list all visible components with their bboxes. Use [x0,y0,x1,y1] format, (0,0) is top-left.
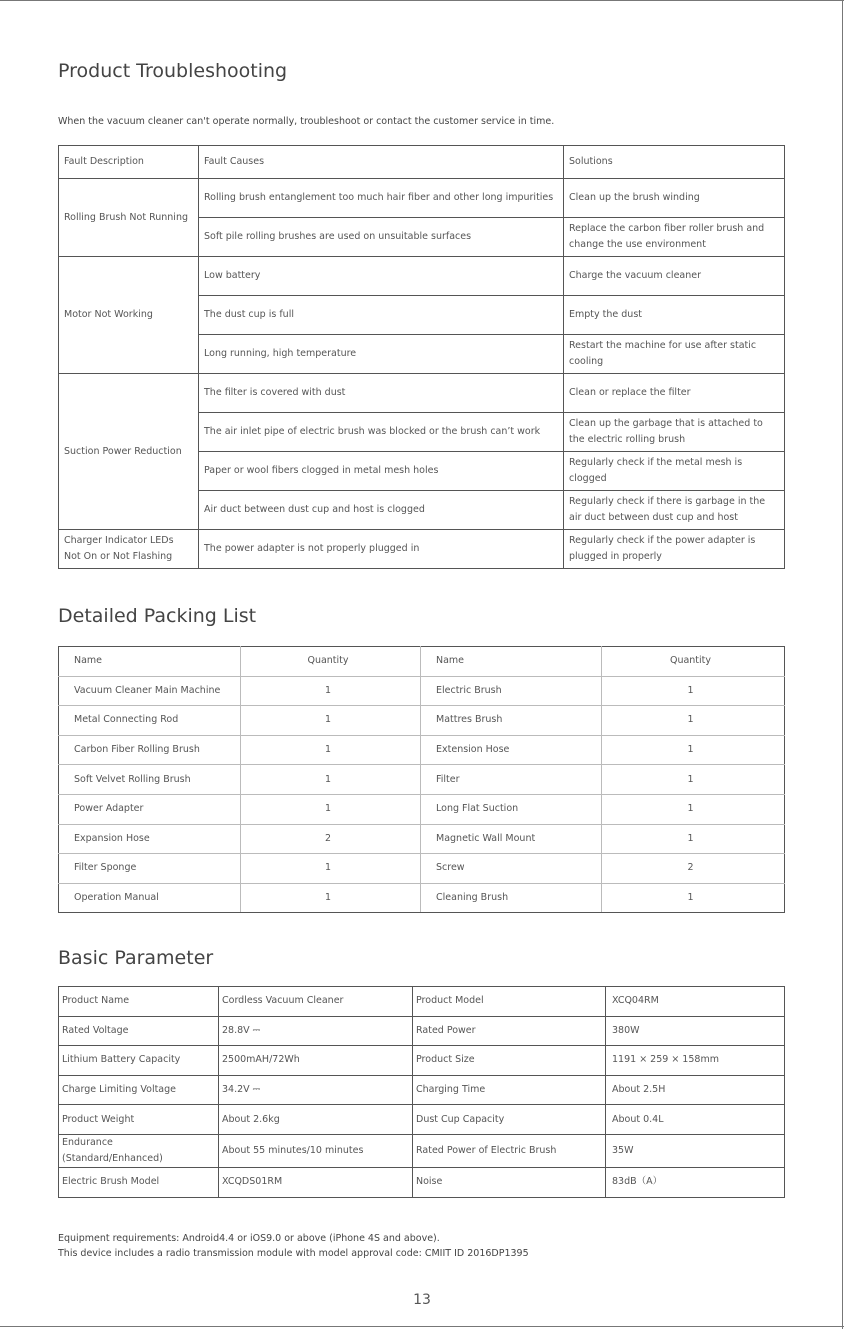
item-name: Mattres Brush [421,706,602,736]
fault-cause: Soft pile rolling brushes are used on unsuitable surfaces [199,218,564,257]
item-quantity: 1 [602,735,785,765]
parameter-value: Cordless Vacuum Cleaner [219,987,413,1017]
solution: Clean or replace the filter [564,374,785,413]
table-row [59,1105,785,1135]
parameter-value: 83dB（A） [606,1167,785,1197]
item-quantity: 1 [241,854,421,884]
table-row [59,794,785,824]
parameter-value: About 55 minutes/10 minutes [219,1134,413,1167]
item-name: Filter Sponge [59,854,241,884]
table-header-row [59,146,785,179]
parameter-value: About 2.5H [606,1075,785,1105]
parameter-name: Rated Power of Electric Brush [413,1134,606,1167]
fault-cause: The dust cup is full [199,296,564,335]
fault-cause: The power adapter is not properly plugged in [199,530,564,569]
item-quantity: 1 [602,824,785,854]
table-row [59,1134,785,1167]
solution: Empty the dust [564,296,785,335]
fault-description: Suction Power Reduction [59,374,199,530]
parameter-name: Product Name [59,987,219,1017]
table-row [59,854,785,884]
item-quantity: 1 [602,883,785,913]
item-name: Soft Velvet Rolling Brush [59,765,241,795]
item-name: Expansion Hose [59,824,241,854]
table-row [59,676,785,706]
item-name: Operation Manual [59,883,241,913]
item-quantity: 1 [602,794,785,824]
column-header: Fault Description [59,146,199,179]
item-name: Cleaning Brush [421,883,602,913]
table-row [59,374,785,413]
solution: Replace the carbon fiber roller brush and change the use environment [564,218,785,257]
table-row [59,735,785,765]
column-header: Quantity [241,647,421,677]
solution: Regularly check if the power adapter is plugged in properly [564,530,785,569]
parameter-name: Rated Voltage [59,1016,219,1046]
item-name: Magnetic Wall Mount [421,824,602,854]
item-name: Power Adapter [59,794,241,824]
fault-cause: Rolling brush entanglement too much hair fiber and other long impurities [199,179,564,218]
column-header: Name [421,647,602,677]
parameter-name: Product Model [413,987,606,1017]
table-header-row [59,647,785,677]
basic-parameter-table [58,986,785,1198]
parameter-name: Rated Power [413,1016,606,1046]
parameter-name: Noise [413,1167,606,1197]
parameter-value: 34.2V ⎓ [219,1075,413,1105]
item-name: Electric Brush [421,676,602,706]
troubleshooting-title: Product Troubleshooting [58,60,288,82]
item-name: Filter [421,765,602,795]
troubleshooting-table [58,145,785,569]
parameter-name: Product Size [413,1046,606,1076]
solution: Charge the vacuum cleaner [564,257,785,296]
table-row [59,883,785,913]
parameter-value: 28.8V ⎓ [219,1016,413,1046]
item-quantity: 1 [241,706,421,736]
solution: Restart the machine for use after static cooling [564,335,785,374]
solution: Regularly check if the metal mesh is clogged [564,452,785,491]
parameter-value: About 2.6kg [219,1105,413,1135]
column-header: Quantity [602,647,785,677]
parameter-name: Lithium Battery Capacity [59,1046,219,1076]
parameter-value: XCQDS01RM [219,1167,413,1197]
item-quantity: 1 [602,706,785,736]
parameter-name: Charge Limiting Voltage [59,1075,219,1105]
page-number: 13 [413,1292,431,1308]
equipment-requirements: Equipment requirements: Android4.4 or iOS9.0 or above (iPhone 4S and above). [58,1233,440,1244]
table-row [59,257,785,296]
table-row [59,824,785,854]
item-quantity: 2 [241,824,421,854]
column-header: Solutions [564,146,785,179]
parameter-name: Endurance (Standard/Enhanced) [59,1134,219,1167]
item-quantity: 1 [602,676,785,706]
item-quantity: 1 [241,765,421,795]
table-row [59,765,785,795]
page-border [0,1326,844,1327]
table-row [59,530,785,569]
item-quantity: 1 [241,676,421,706]
column-header: Fault Causes [199,146,564,179]
parameter-name: Dust Cup Capacity [413,1105,606,1135]
parameter-value: 2500mAH/72Wh [219,1046,413,1076]
page-border [0,0,844,1]
basic-parameter-title: Basic Parameter [58,947,214,969]
fault-description: Motor Not Working [59,257,199,374]
item-name: Metal Connecting Rod [59,706,241,736]
solution: Clean up the brush winding [564,179,785,218]
table-row [59,179,785,218]
column-header: Name [59,647,241,677]
parameter-value: 35W [606,1134,785,1167]
fault-cause: Long running, high temperature [199,335,564,374]
item-quantity: 1 [241,735,421,765]
parameter-name: Electric Brush Model [59,1167,219,1197]
item-name: Extension Hose [421,735,602,765]
solution: Regularly check if there is garbage in the air duct between dust cup and host [564,491,785,530]
item-quantity: 1 [241,794,421,824]
table-row [59,1016,785,1046]
item-quantity: 2 [602,854,785,884]
table-row [59,1167,785,1197]
item-name: Vacuum Cleaner Main Machine [59,676,241,706]
item-name: Long Flat Suction [421,794,602,824]
fault-cause: The air inlet pipe of electric brush was blocked or the brush can’t work [199,413,564,452]
parameter-value: 1191 × 259 × 158mm [606,1046,785,1076]
solution: Clean up the garbage that is attached to the electric rolling brush [564,413,785,452]
item-quantity: 1 [602,765,785,795]
fault-cause: Air duct between dust cup and host is clogged [199,491,564,530]
radio-approval-note: This device includes a radio transmission module with model approval code: CMIIT ID 2016DP1395 [58,1248,529,1259]
table-row [59,1075,785,1105]
fault-cause: Low battery [199,257,564,296]
table-row [59,706,785,736]
troubleshooting-intro: When the vacuum cleaner can't operate normally, troubleshoot or contact the customer service in time. [58,116,555,127]
page-border [842,0,843,1329]
item-name: Screw [421,854,602,884]
table-row [59,1046,785,1076]
fault-cause: Paper or wool fibers clogged in metal mesh holes [199,452,564,491]
packing-list-title: Detailed Packing List [58,605,257,627]
fault-description: Charger Indicator LEDs Not On or Not Flashing [59,530,199,569]
parameter-value: 380W [606,1016,785,1046]
fault-cause: The filter is covered with dust [199,374,564,413]
table-row [59,987,785,1017]
packing-list-table [58,646,785,913]
parameter-value: About 0.4L [606,1105,785,1135]
item-quantity: 1 [241,883,421,913]
parameter-name: Charging Time [413,1075,606,1105]
parameter-value: XCQ04RM [606,987,785,1017]
parameter-name: Product Weight [59,1105,219,1135]
item-name: Carbon Fiber Rolling Brush [59,735,241,765]
fault-description: Rolling Brush Not Running [59,179,199,257]
